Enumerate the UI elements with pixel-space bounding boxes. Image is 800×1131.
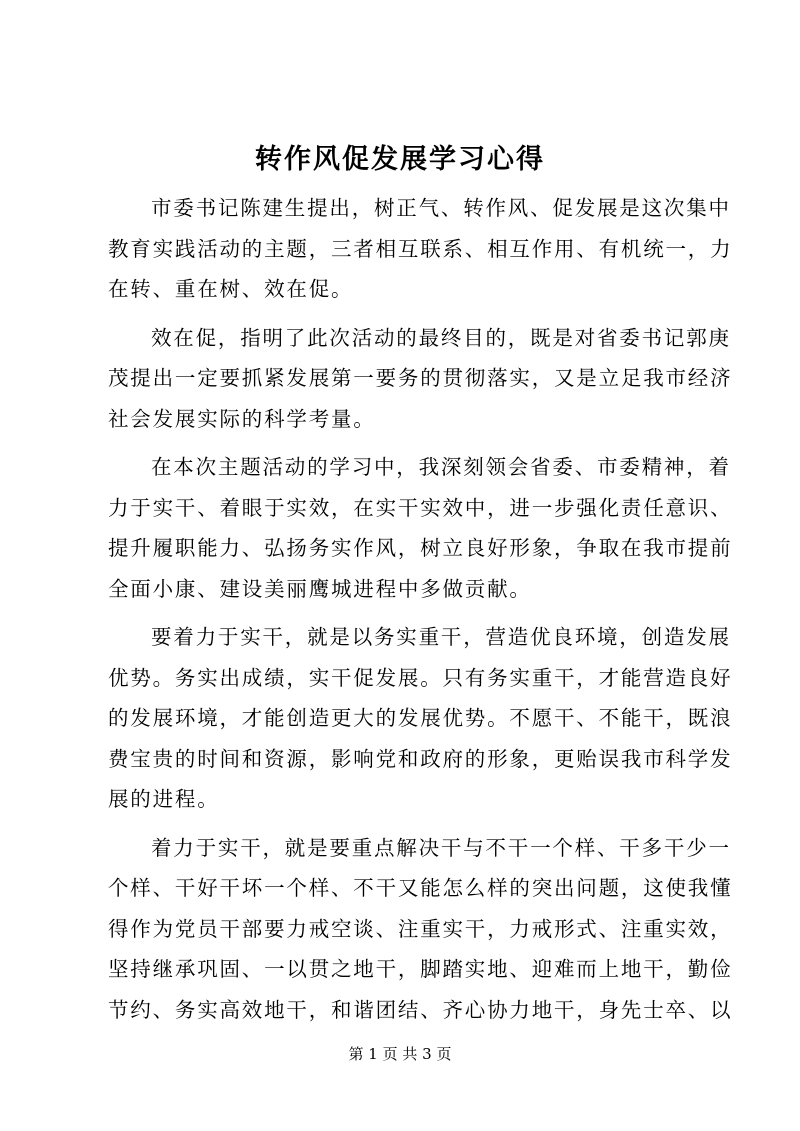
paragraph-line: 展的进程。: [108, 787, 220, 811]
page-number-footer: 第 1 页 共 3 页: [348, 1045, 452, 1063]
paragraph: [108, 828, 733, 1031]
paragraph: [108, 447, 733, 609]
paragraph-line: 优势。务实出成绩，实干促发展。只有务实重干，才能营造良好: [108, 665, 733, 690]
document-title: 转作风促发展学习心得: [255, 144, 545, 175]
paragraph-line: 得作为党员干部要力戒空谈、注重实干，力戒形式、注重实效，: [108, 916, 733, 941]
paragraph-line: 效在促，指明了此次活动的最终目的，既是对省委书记郭庚: [151, 325, 731, 350]
paragraph-line: 市委书记陈建生提出，树正气、转作风、促发展是这次集中: [151, 196, 731, 220]
paragraph-line: 社会发展实际的科学考量。: [108, 406, 376, 431]
paragraph-line: 要着力于实干，就是以务实重干，营造优良环境，创造发展: [151, 625, 731, 649]
paragraph-line: 在转、重在树、效在促。: [108, 277, 354, 301]
paragraph-line: 茂提出一定要抓紧发展第一要务的贯彻落实，又是立足我市经济: [108, 366, 733, 390]
paragraph-line: 节约、务实高效地干，和谐团结、齐心协力地干，身先士卒、以: [108, 997, 733, 1022]
paragraph-line: 力于实干、着眼于实效，在实干实效中，进一步强化责任意识、: [108, 495, 733, 520]
paragraph-line: 教育实践活动的主题，三者相互联系、相互作用、有机统一，力: [108, 236, 733, 261]
paragraph-line: 提升履职能力、弘扬务实作风，树立良好形象，争取在我市提前: [108, 536, 733, 560]
paragraph: [108, 617, 733, 820]
paragraph-line: 个样、干好干坏一个样、不干又能怎么样的突出问题，这使我懂: [108, 876, 733, 900]
paragraph: [108, 318, 733, 440]
paragraph-line: 费宝贵的时间和资源，影响党和政府的形象，更贻误我市科学发: [108, 746, 733, 771]
document-body: [108, 188, 733, 1038]
paragraph-line: 的发展环境，才能创造更大的发展优势。不愿干、不能干，既浪: [108, 706, 733, 730]
paragraph-line: 着力于实干，就是要重点解决干与不干一个样、干多干少一: [151, 835, 731, 860]
paragraph-line: 全面小康、建设美丽鹰城进程中多做贡献。: [108, 576, 532, 601]
paragraph: [108, 188, 733, 310]
paragraph-line: 在本次主题活动的学习中，我深刻领会省委、市委精神，着: [151, 455, 731, 479]
paragraph-line: 坚持继承巩固、一以贯之地干，脚踏实地、迎难而上地干，勤俭: [108, 957, 733, 981]
